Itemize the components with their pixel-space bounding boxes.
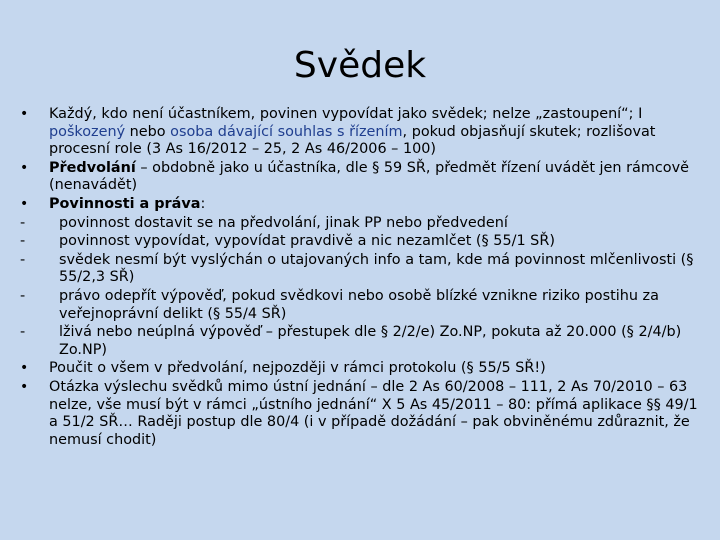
text-run: povinnost vypovídat, vypovídat pravdivě a nic nezamlčet (§ 55/1 SŘ) xyxy=(59,233,555,250)
bullet-marker: • xyxy=(20,195,29,212)
list-item-text xyxy=(59,252,710,287)
bullet-marker: • xyxy=(20,106,29,122)
text-run: lživá nebo neúplná výpověď – přestupek dle § 2/2/e) Zo.NP, pokuta až 20.000 (§ 2/4/b) Zo.NP) xyxy=(59,324,682,358)
text-run: nebo xyxy=(125,123,171,140)
bold-term: Povinnosti a práva xyxy=(49,195,201,212)
list-item-text xyxy=(49,160,689,194)
bullet-list xyxy=(20,106,710,450)
dash-marker: - xyxy=(20,251,26,268)
list-item xyxy=(20,379,710,449)
dash-marker: - xyxy=(20,324,26,341)
slide-title: Svědek xyxy=(293,45,427,86)
text-run: I xyxy=(638,106,643,122)
sub-list-item xyxy=(20,288,710,323)
sub-list-item xyxy=(20,324,710,359)
list-item-text xyxy=(49,196,205,212)
bold-term: Předvolání xyxy=(49,159,136,176)
text-run: , pokud objasňují skutek; rozlišovat procesní role (3 As 16/2012 – 25, 2 As 46/2006 – 100) xyxy=(49,123,656,158)
list-item xyxy=(20,196,710,214)
text-run: Otázka výslechu svědků mimo ústní jednání – dle 2 As 60/2008 – 111, 2 As 70/2010 – 63 nelze, vše musí být v rámci „ústního jednání“ X 5 As 45/2011 – 80: přímá aplikace §§ 49/1 a 51/2 SŘ… Raději postup dle 80/4 (i v případě dožádání – pak obviněnému zdůraznit, že nemusí chodit) xyxy=(49,378,698,448)
text-run: – obdobně jako u účastníka, dle § 59 SŘ, předmět řízení uvádět jen rámcově (nenavádět) xyxy=(49,159,689,194)
sub-list-item xyxy=(20,233,710,251)
list-item xyxy=(20,160,710,195)
list-item-text xyxy=(49,106,655,157)
sub-list-item xyxy=(20,252,710,287)
text-run: Každý, kdo není účastníkem, povinen vypovídat jako svědek; nelze „zastoupení“; xyxy=(49,106,639,122)
list-item-text xyxy=(49,360,546,376)
dash-marker: - xyxy=(20,287,26,304)
list-item-text xyxy=(59,324,710,359)
bullet-marker: • xyxy=(20,159,29,176)
highlighted-term: osoba dávající souhlas s řízením xyxy=(170,123,403,140)
list-item-text xyxy=(59,233,710,251)
text-run: právo odepřít výpověď, pokud svědkovi nebo osobě blízké vznikne riziko postihu za veřejnoprávní delikt (§ 55/4 SŘ) xyxy=(59,287,659,322)
bullet-marker: • xyxy=(20,378,29,395)
list-item-text xyxy=(59,215,710,233)
text-run: povinnost dostavit se na předvolání, jinak PP nebo předvedení xyxy=(59,214,508,231)
dash-marker: - xyxy=(20,233,26,250)
highlighted-term: poškozený xyxy=(49,123,126,140)
dash-marker: - xyxy=(20,214,26,231)
text-run: : xyxy=(200,195,206,212)
list-item-text xyxy=(59,288,710,323)
text-run: svědek nesmí být vyslýchán o utajovaných info a tam, kde má povinnost mlčenlivosti (§ 55/2,3 SŘ) xyxy=(59,251,694,286)
bullet-marker: • xyxy=(20,360,29,377)
text-run: Poučit o všem v předvolání, nejpozději v rámci protokolu (§ 55/5 SŘ!) xyxy=(49,360,546,377)
list-item xyxy=(20,360,710,378)
list-item xyxy=(20,106,710,159)
sub-list-item xyxy=(20,215,710,233)
list-item-text xyxy=(49,379,698,448)
